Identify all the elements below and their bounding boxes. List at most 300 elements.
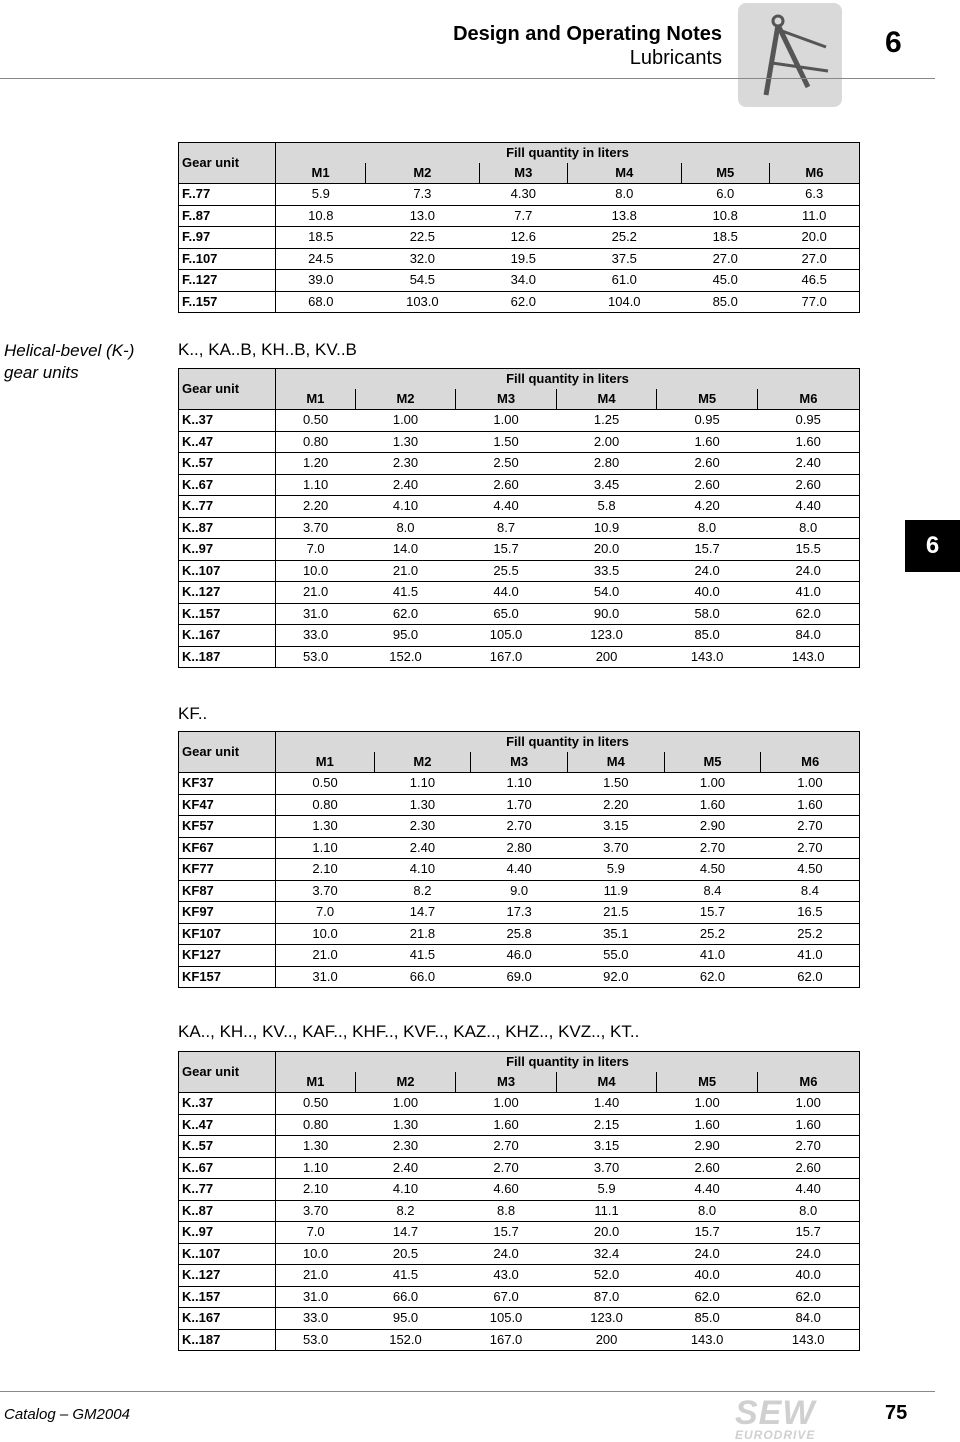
fill-value-cell: 1.10 [276, 474, 356, 496]
table-row [179, 560, 860, 582]
fill-value-cell: 10.9 [556, 517, 657, 539]
mounting-position-header: M6 [757, 1072, 859, 1093]
fill-value-cell: 8.0 [657, 517, 758, 539]
gear-unit-cell: K..157 [179, 603, 276, 625]
fill-value-cell: 21.0 [276, 582, 356, 604]
gear-unit-cell: K..187 [179, 646, 276, 668]
fill-value-cell: 2.20 [567, 794, 664, 816]
fill-value-cell: 18.5 [681, 227, 769, 249]
fill-value-cell: 4.10 [355, 496, 456, 518]
table-row [179, 517, 860, 539]
fill-value-cell: 8.8 [456, 1200, 557, 1222]
fill-value-cell: 8.2 [355, 1200, 456, 1222]
fill-value-cell: 15.7 [657, 1222, 758, 1244]
fill-value-cell: 14.7 [355, 1222, 456, 1244]
mounting-position-header: M1 [276, 752, 375, 773]
fill-value-cell: 103.0 [366, 291, 480, 313]
fill-value-cell: 1.70 [471, 794, 568, 816]
fill-value-cell: 2.40 [355, 1157, 456, 1179]
mounting-position-header: M4 [556, 389, 657, 410]
fill-value-cell: 143.0 [757, 646, 859, 668]
fill-value-cell: 4.50 [664, 859, 761, 881]
fill-value-cell: 95.0 [355, 1308, 456, 1330]
fill-value-cell: 24.0 [757, 560, 859, 582]
gear-unit-cell: K..57 [179, 1136, 276, 1158]
fill-value-cell: 1.00 [456, 1093, 557, 1115]
fill-value-cell: 41.0 [664, 945, 761, 967]
gear-unit-header: Gear unit [179, 369, 276, 410]
gear-unit-cell: K..77 [179, 496, 276, 518]
fill-value-cell: 2.70 [456, 1157, 557, 1179]
fill-value-cell: 25.8 [471, 923, 568, 945]
gear-unit-cell: KF47 [179, 794, 276, 816]
fill-value-cell: 123.0 [556, 1308, 657, 1330]
mounting-position-header: M2 [374, 752, 471, 773]
fill-quantity-header: Fill quantity in liters [276, 369, 860, 390]
fill-value-cell: 46.5 [769, 270, 859, 292]
fill-value-cell: 3.70 [556, 1157, 657, 1179]
table-row [179, 248, 860, 270]
fill-value-cell: 37.5 [567, 248, 681, 270]
fill-value-cell: 13.0 [366, 205, 480, 227]
fill-value-cell: 4.40 [757, 496, 859, 518]
fill-value-cell: 40.0 [757, 1265, 859, 1287]
table-header-row [179, 1052, 860, 1073]
fill-value-cell: 1.30 [276, 1136, 356, 1158]
fill-table-kf [178, 731, 860, 988]
fill-value-cell: 7.7 [479, 205, 567, 227]
gear-unit-cell: F..87 [179, 205, 276, 227]
section-title-ka: KA.., KH.., KV.., KAF.., KHF.., KVF.., KAZ.., KHZ.., KVZ.., KT.. [178, 1022, 640, 1041]
fill-value-cell: 1.00 [761, 773, 860, 795]
fill-value-cell: 5.9 [276, 184, 366, 206]
gear-unit-cell: KF67 [179, 837, 276, 859]
fill-value-cell: 21.0 [355, 560, 456, 582]
fill-value-cell: 7.0 [276, 539, 356, 561]
table-row [179, 227, 860, 249]
fill-value-cell: 12.6 [479, 227, 567, 249]
fill-value-cell: 2.70 [761, 837, 860, 859]
fill-value-cell: 41.0 [757, 582, 859, 604]
fill-value-cell: 33.0 [276, 625, 356, 647]
chapter-number: 6 [885, 26, 902, 59]
fill-table-f [178, 142, 860, 313]
fill-value-cell: 62.0 [355, 603, 456, 625]
fill-value-cell: 21.8 [374, 923, 471, 945]
fill-value-cell: 34.0 [479, 270, 567, 292]
fill-value-cell: 3.70 [567, 837, 664, 859]
fill-value-cell: 4.20 [657, 496, 758, 518]
fill-value-cell: 2.20 [276, 496, 356, 518]
table-row [179, 1243, 860, 1265]
fill-value-cell: 21.0 [276, 945, 375, 967]
fill-value-cell: 27.0 [681, 248, 769, 270]
fill-value-cell: 15.7 [456, 539, 557, 561]
fill-value-cell: 0.50 [276, 773, 375, 795]
fill-value-cell: 200 [556, 646, 657, 668]
fill-value-cell: 0.50 [276, 1093, 356, 1115]
fill-value-cell: 25.5 [456, 560, 557, 582]
fill-value-cell: 21.5 [567, 902, 664, 924]
fill-value-cell: 0.80 [276, 431, 356, 453]
fill-value-cell: 1.00 [355, 410, 456, 432]
table-row [179, 966, 860, 988]
table-row [179, 902, 860, 924]
fill-value-cell: 200 [556, 1329, 657, 1351]
table-row [179, 880, 860, 902]
fill-value-cell: 2.40 [374, 837, 471, 859]
fill-value-cell: 143.0 [757, 1329, 859, 1351]
fill-value-cell: 40.0 [657, 1265, 758, 1287]
fill-value-cell: 6.0 [681, 184, 769, 206]
fill-value-cell: 33.5 [556, 560, 657, 582]
fill-value-cell: 16.5 [761, 902, 860, 924]
fill-value-cell: 2.00 [556, 431, 657, 453]
fill-value-cell: 46.0 [471, 945, 568, 967]
position-header-row [179, 1072, 860, 1093]
fill-value-cell: 15.7 [664, 902, 761, 924]
header-title-block [453, 22, 722, 70]
fill-value-cell: 10.0 [276, 1243, 356, 1265]
table-row [179, 1200, 860, 1222]
fill-value-cell: 8.0 [757, 1200, 859, 1222]
fill-value-cell: 2.60 [657, 1157, 758, 1179]
table-row [179, 816, 860, 838]
section-title-kf: KF.. [178, 704, 208, 723]
fill-value-cell: 1.50 [567, 773, 664, 795]
fill-value-cell: 53.0 [276, 646, 356, 668]
gear-unit-cell: F..127 [179, 270, 276, 292]
fill-value-cell: 35.1 [567, 923, 664, 945]
fill-value-cell: 2.90 [657, 1136, 758, 1158]
fill-value-cell: 32.0 [366, 248, 480, 270]
fill-value-cell: 5.9 [567, 859, 664, 881]
gear-unit-cell: K..57 [179, 453, 276, 475]
table-row [179, 1157, 860, 1179]
fill-value-cell: 66.0 [355, 1286, 456, 1308]
gear-unit-cell: F..77 [179, 184, 276, 206]
table-row [179, 291, 860, 313]
section-title-k: K.., KA..B, KH..B, KV..B [178, 340, 357, 359]
gear-unit-cell: F..107 [179, 248, 276, 270]
fill-value-cell: 20.0 [769, 227, 859, 249]
table-row [179, 1265, 860, 1287]
fill-value-cell: 2.30 [355, 453, 456, 475]
fill-value-cell: 15.7 [456, 1222, 557, 1244]
gear-unit-cell: K..87 [179, 1200, 276, 1222]
fill-value-cell: 25.2 [664, 923, 761, 945]
mounting-position-header: M1 [276, 163, 366, 184]
fill-value-cell: 1.30 [276, 816, 375, 838]
fill-value-cell: 1.10 [276, 837, 375, 859]
fill-value-cell: 21.0 [276, 1265, 356, 1287]
fill-value-cell: 20.5 [355, 1243, 456, 1265]
fill-value-cell: 62.0 [479, 291, 567, 313]
page-subtitle: Lubricants [629, 47, 722, 69]
fill-value-cell: 44.0 [456, 582, 557, 604]
fill-value-cell: 8.0 [657, 1200, 758, 1222]
gear-unit-cell: F..97 [179, 227, 276, 249]
fill-value-cell: 1.60 [761, 794, 860, 816]
fill-value-cell: 15.7 [657, 539, 758, 561]
gear-unit-cell: K..97 [179, 539, 276, 561]
mounting-position-header: M1 [276, 389, 356, 410]
fill-value-cell: 41.0 [761, 945, 860, 967]
fill-value-cell: 167.0 [456, 646, 557, 668]
fill-value-cell: 77.0 [769, 291, 859, 313]
fill-value-cell: 24.5 [276, 248, 366, 270]
fill-value-cell: 62.0 [757, 1286, 859, 1308]
fill-value-cell: 1.10 [276, 1157, 356, 1179]
mounting-position-header: M1 [276, 1072, 356, 1093]
table-header-row [179, 732, 860, 753]
table-row [179, 859, 860, 881]
fill-value-cell: 1.25 [556, 410, 657, 432]
table-row [179, 1222, 860, 1244]
fill-value-cell: 54.0 [556, 582, 657, 604]
fill-value-cell: 2.70 [456, 1136, 557, 1158]
fill-value-cell: 24.0 [657, 1243, 758, 1265]
table-row [179, 431, 860, 453]
fill-value-cell: 45.0 [681, 270, 769, 292]
fill-value-cell: 11.0 [769, 205, 859, 227]
fill-value-cell: 61.0 [567, 270, 681, 292]
position-header-row [179, 389, 860, 410]
gear-unit-cell: K..47 [179, 1114, 276, 1136]
gear-unit-header: Gear unit [179, 732, 276, 773]
compass-icon [738, 3, 842, 107]
fill-value-cell: 1.00 [456, 410, 557, 432]
table-row [179, 582, 860, 604]
mounting-position-header: M2 [366, 163, 480, 184]
fill-value-cell: 62.0 [757, 603, 859, 625]
table-header-row [179, 369, 860, 390]
fill-table-k [178, 368, 860, 668]
mounting-position-header: M6 [757, 389, 859, 410]
fill-value-cell: 3.70 [276, 517, 356, 539]
fill-value-cell: 4.40 [657, 1179, 758, 1201]
mounting-position-header: M5 [664, 752, 761, 773]
fill-value-cell: 2.15 [556, 1114, 657, 1136]
gear-unit-cell: K..97 [179, 1222, 276, 1244]
table-row [179, 184, 860, 206]
fill-value-cell: 33.0 [276, 1308, 356, 1330]
fill-value-cell: 2.90 [664, 816, 761, 838]
fill-value-cell: 1.60 [657, 1114, 758, 1136]
fill-value-cell: 19.5 [479, 248, 567, 270]
fill-value-cell: 0.80 [276, 794, 375, 816]
fill-value-cell: 2.60 [657, 474, 758, 496]
table-row [179, 1136, 860, 1158]
fill-value-cell: 143.0 [657, 1329, 758, 1351]
fill-value-cell: 4.40 [456, 496, 557, 518]
gear-unit-cell: K..107 [179, 1243, 276, 1265]
fill-value-cell: 1.60 [664, 794, 761, 816]
fill-value-cell: 1.30 [355, 431, 456, 453]
fill-value-cell: 85.0 [657, 1308, 758, 1330]
fill-value-cell: 1.10 [471, 773, 568, 795]
fill-value-cell: 4.10 [355, 1179, 456, 1201]
fill-value-cell: 1.40 [556, 1093, 657, 1115]
fill-value-cell: 2.30 [374, 816, 471, 838]
fill-value-cell: 31.0 [276, 1286, 356, 1308]
fill-value-cell: 58.0 [657, 603, 758, 625]
fill-value-cell: 3.15 [556, 1136, 657, 1158]
fill-value-cell: 65.0 [456, 603, 557, 625]
fill-value-cell: 1.00 [757, 1093, 859, 1115]
gear-unit-cell: K..167 [179, 625, 276, 647]
table-row [179, 1329, 860, 1351]
gear-unit-cell: KF57 [179, 816, 276, 838]
fill-value-cell: 39.0 [276, 270, 366, 292]
fill-value-cell: 7.3 [366, 184, 480, 206]
fill-value-cell: 52.0 [556, 1265, 657, 1287]
table-row [179, 474, 860, 496]
fill-value-cell: 62.0 [761, 966, 860, 988]
table-row [179, 270, 860, 292]
fill-value-cell: 8.4 [664, 880, 761, 902]
mounting-position-header: M5 [681, 163, 769, 184]
table-row [179, 603, 860, 625]
fill-value-cell: 10.0 [276, 923, 375, 945]
fill-value-cell: 31.0 [276, 966, 375, 988]
page-title: Design and Operating Notes [453, 23, 722, 45]
gear-unit-cell: K..37 [179, 410, 276, 432]
fill-value-cell: 85.0 [681, 291, 769, 313]
fill-value-cell: 2.10 [276, 859, 375, 881]
fill-value-cell: 8.0 [567, 184, 681, 206]
fill-value-cell: 143.0 [657, 646, 758, 668]
fill-value-cell: 22.5 [366, 227, 480, 249]
fill-quantity-header: Fill quantity in liters [276, 143, 860, 164]
side-label: Helical-bevel (K-) gear units [4, 341, 135, 382]
table-row [179, 453, 860, 475]
fill-value-cell: 25.2 [567, 227, 681, 249]
table-row [179, 1308, 860, 1330]
mounting-position-header: M3 [456, 1072, 557, 1093]
page-number: 75 [885, 1402, 908, 1424]
chapter-tab[interactable]: 6 [905, 520, 960, 572]
gear-unit-cell: K..127 [179, 1265, 276, 1287]
fill-value-cell: 4.30 [479, 184, 567, 206]
table-row [179, 1093, 860, 1115]
gear-unit-cell: K..167 [179, 1308, 276, 1330]
fill-value-cell: 18.5 [276, 227, 366, 249]
fill-value-cell: 27.0 [769, 248, 859, 270]
fill-value-cell: 8.0 [355, 517, 456, 539]
table-row [179, 496, 860, 518]
fill-value-cell: 24.0 [657, 560, 758, 582]
fill-value-cell: 7.0 [276, 902, 375, 924]
fill-value-cell: 2.60 [757, 474, 859, 496]
position-header-row [179, 752, 860, 773]
fill-value-cell: 1.20 [276, 453, 356, 475]
fill-value-cell: 31.0 [276, 603, 356, 625]
mounting-position-header: M3 [456, 389, 557, 410]
mounting-position-header: M4 [567, 752, 664, 773]
brand-bottom: EURODRIVE [735, 1428, 816, 1442]
fill-value-cell: 67.0 [456, 1286, 557, 1308]
fill-value-cell: 54.5 [366, 270, 480, 292]
fill-value-cell: 1.50 [456, 431, 557, 453]
table-row [179, 205, 860, 227]
fill-value-cell: 2.60 [657, 453, 758, 475]
gear-unit-cell: KF77 [179, 859, 276, 881]
mounting-position-header: M3 [479, 163, 567, 184]
mounting-position-header: M3 [471, 752, 568, 773]
fill-value-cell: 2.70 [471, 816, 568, 838]
fill-value-cell: 41.5 [355, 1265, 456, 1287]
table-row [179, 945, 860, 967]
fill-value-cell: 6.3 [769, 184, 859, 206]
fill-value-cell: 85.0 [657, 625, 758, 647]
fill-value-cell: 152.0 [355, 646, 456, 668]
fill-value-cell: 14.0 [355, 539, 456, 561]
mounting-position-header: M2 [355, 1072, 456, 1093]
gear-unit-cell: F..157 [179, 291, 276, 313]
fill-value-cell: 4.60 [456, 1179, 557, 1201]
table-row [179, 794, 860, 816]
fill-value-cell: 32.4 [556, 1243, 657, 1265]
fill-value-cell: 2.10 [276, 1179, 356, 1201]
mounting-position-header: M6 [769, 163, 859, 184]
gear-unit-cell: K..87 [179, 517, 276, 539]
gear-unit-header: Gear unit [179, 143, 276, 184]
fill-value-cell: 3.70 [276, 1200, 356, 1222]
fill-value-cell: 43.0 [456, 1265, 557, 1287]
gear-unit-cell: K..47 [179, 431, 276, 453]
gear-unit-cell: K..107 [179, 560, 276, 582]
fill-value-cell: 167.0 [456, 1329, 557, 1351]
fill-value-cell: 2.60 [757, 1157, 859, 1179]
fill-value-cell: 5.8 [556, 496, 657, 518]
fill-value-cell: 3.70 [276, 880, 375, 902]
mounting-position-header: M4 [556, 1072, 657, 1093]
table-row [179, 837, 860, 859]
fill-value-cell: 10.8 [276, 205, 366, 227]
fill-value-cell: 1.60 [456, 1114, 557, 1136]
fill-value-cell: 105.0 [456, 625, 557, 647]
fill-value-cell: 1.30 [355, 1114, 456, 1136]
fill-value-cell: 68.0 [276, 291, 366, 313]
fill-value-cell: 7.0 [276, 1222, 356, 1244]
header-divider [0, 78, 935, 79]
fill-value-cell: 24.0 [757, 1243, 859, 1265]
fill-value-cell: 14.7 [374, 902, 471, 924]
gear-unit-cell: K..77 [179, 1179, 276, 1201]
fill-value-cell: 2.40 [355, 474, 456, 496]
fill-value-cell: 1.00 [657, 1093, 758, 1115]
footer-divider [0, 1391, 935, 1392]
fill-value-cell: 84.0 [757, 1308, 859, 1330]
table-row [179, 1114, 860, 1136]
fill-value-cell: 1.60 [657, 431, 758, 453]
fill-value-cell: 2.70 [664, 837, 761, 859]
fill-value-cell: 2.70 [757, 1136, 859, 1158]
fill-value-cell: 8.2 [374, 880, 471, 902]
gear-unit-header: Gear unit [179, 1052, 276, 1093]
fill-value-cell: 55.0 [567, 945, 664, 967]
gear-unit-cell: K..67 [179, 1157, 276, 1179]
fill-value-cell: 3.45 [556, 474, 657, 496]
table-row [179, 625, 860, 647]
table-row [179, 646, 860, 668]
fill-value-cell: 10.8 [681, 205, 769, 227]
fill-quantity-header: Fill quantity in liters [276, 732, 860, 753]
fill-value-cell: 92.0 [567, 966, 664, 988]
fill-value-cell: 84.0 [757, 625, 859, 647]
fill-value-cell: 11.9 [567, 880, 664, 902]
